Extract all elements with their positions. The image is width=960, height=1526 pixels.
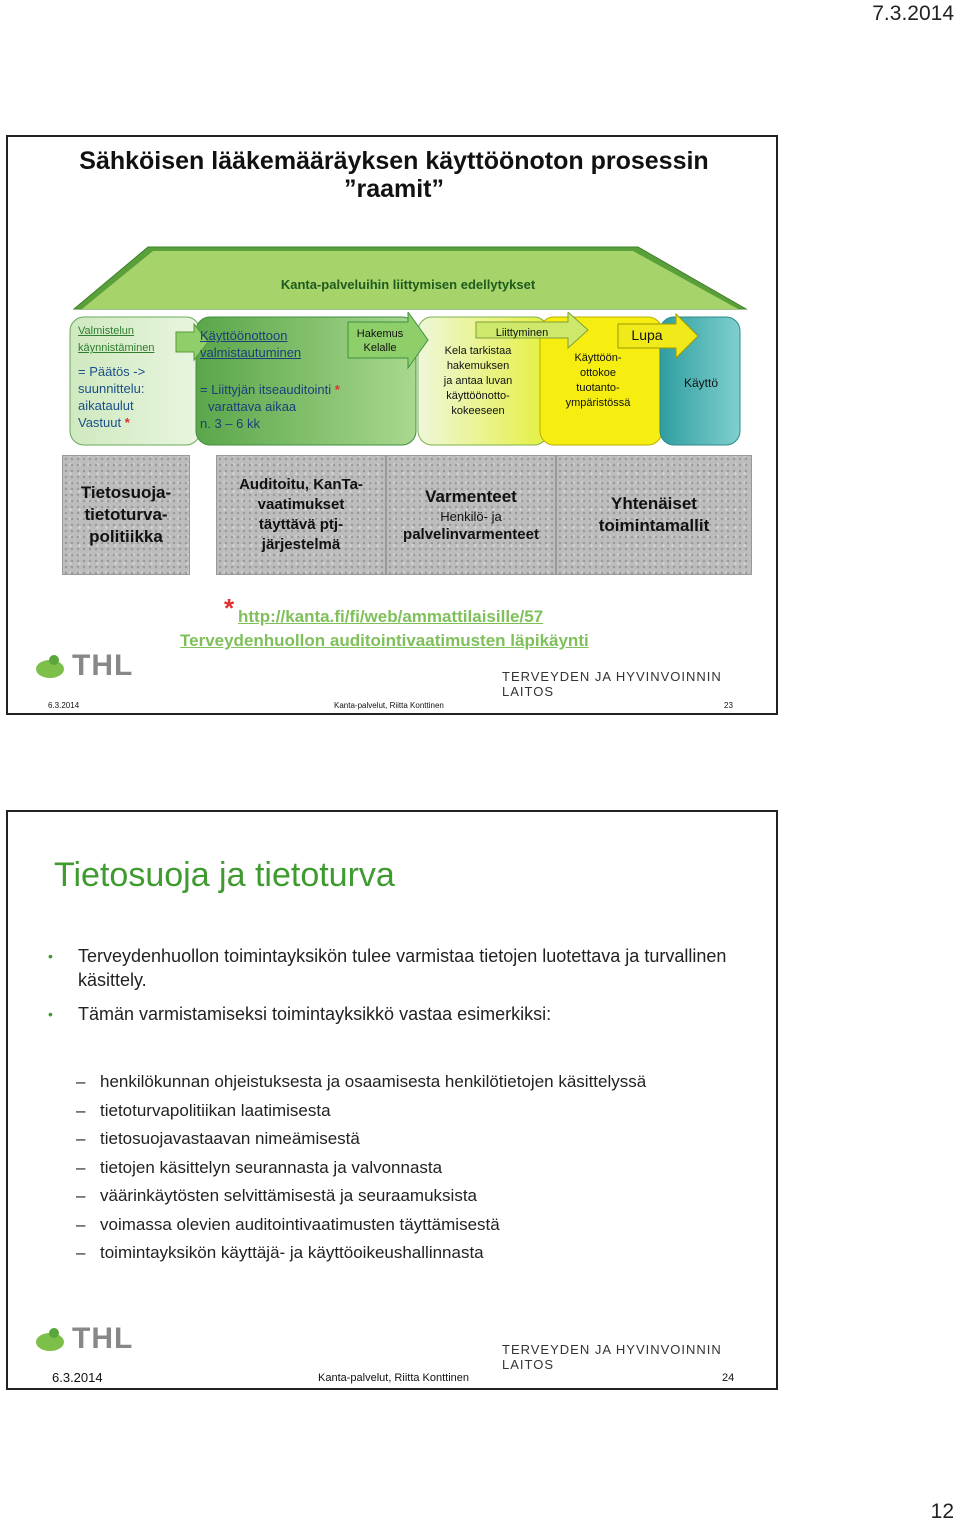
dash-item: – toimintayksikön käyttäjä- ja käyttöoikeushallinnasta bbox=[76, 1239, 756, 1268]
step-3-arrow-label bbox=[350, 327, 410, 355]
step-1-star: * bbox=[124, 415, 130, 430]
org-name: TERVEYDEN JA HYVINVOINNIN LAITOS bbox=[502, 669, 722, 699]
step-1 bbox=[78, 323, 193, 431]
dash-item: – tietojen käsittelyn seurannasta ja valvonnasta bbox=[76, 1154, 756, 1183]
org-name: TERVEYDEN JA HYVINVOINNIN LAITOS bbox=[502, 1342, 722, 1372]
step-4-line-4: ympäristössä bbox=[565, 397, 631, 409]
pillar-tietosuoja bbox=[62, 455, 190, 575]
arrow-label-kelalle: Kelalle bbox=[363, 342, 397, 354]
footer-slide-number: 24 bbox=[722, 1372, 735, 1384]
step-2-line-5: n. 3 – 6 kk bbox=[200, 416, 260, 431]
step-1-line-3: aikataulut bbox=[78, 398, 134, 413]
step-5-arrow-label: Lupa bbox=[631, 327, 663, 343]
step-4 bbox=[548, 351, 648, 411]
pillar-auditoitu bbox=[216, 455, 386, 575]
step-4-line-2: ottokoe bbox=[579, 367, 617, 379]
step-2-star: * bbox=[334, 382, 340, 397]
step-3-line-1: Kela tarkistaa bbox=[444, 345, 512, 357]
step-3-line-2: hakemuksen bbox=[446, 360, 510, 372]
bullet-item: • Tämän varmistamiseksi toimintayksikkö vastaa esimerkiksi: bbox=[48, 1002, 748, 1026]
dash-item: – voimassa olevien auditointivaatimusten täyttämisestä bbox=[76, 1211, 756, 1240]
step-2-line-1: Käyttöönottoon bbox=[200, 328, 288, 343]
footnote-link-audit[interactable]: Terveydenhuollon auditointivaatimusten läpikäynti bbox=[180, 631, 589, 650]
footer-slide-number: 23 bbox=[724, 701, 733, 710]
pillar-4-line-1: Yhtenäiset bbox=[611, 494, 697, 513]
pillar-3-line-1: Varmenteet bbox=[425, 487, 517, 506]
dash-item: – tietosuojavastaavan nimeämisestä bbox=[76, 1125, 756, 1154]
pillar-3-line-3: palvelinvarmenteet bbox=[403, 526, 539, 543]
step-2-line-4: varattava aikaa bbox=[208, 399, 297, 414]
step-5-label: Käyttö bbox=[683, 376, 719, 390]
dash-list bbox=[76, 1068, 756, 1268]
page-number: 12 bbox=[930, 1500, 954, 1523]
roof-shape bbox=[8, 197, 778, 317]
step-2-line-2: valmistautuminen bbox=[200, 345, 302, 360]
pillar-3-line-2: Henkilö- ja bbox=[440, 509, 502, 524]
step-1-line-2: suunnittelu: bbox=[78, 381, 145, 396]
arrow-label-hakemus: Hakemus bbox=[356, 328, 404, 340]
step-4-line-3: tuotanto- bbox=[576, 382, 620, 394]
footer-date: 6.3.2014 bbox=[48, 701, 80, 710]
pillar-4-line-2: toimintamallit bbox=[598, 516, 710, 535]
slide-title: Tietosuoja ja tietoturva bbox=[54, 856, 395, 894]
footer-author: Kanta-palvelut, Riitta Konttinen bbox=[318, 1372, 470, 1384]
pillar-1-line-3: politiikka bbox=[89, 527, 163, 546]
footnote-star: * bbox=[224, 593, 235, 623]
step-1-link[interactable]: Valmistelun käynnistäminen bbox=[78, 325, 155, 354]
thl-leaf-icon bbox=[34, 651, 68, 681]
step-2 bbox=[200, 327, 370, 432]
page-date: 7.3.2014 bbox=[872, 2, 954, 25]
bullet-list bbox=[48, 944, 748, 1036]
thl-logo bbox=[34, 649, 133, 683]
step-1-line-1: = Päätös -> bbox=[78, 364, 146, 379]
step-2-line-3: = Liittyjän itseauditointi bbox=[200, 382, 332, 397]
pillar-varmenteet bbox=[386, 455, 556, 575]
pillar-2-line-2: vaatimukset bbox=[257, 496, 345, 513]
dash-item: – väärinkäytösten selvittämisestä ja seuraamuksista bbox=[76, 1182, 756, 1211]
slide-24 bbox=[6, 810, 778, 1390]
title-line-1: Sähköisen lääkemääräyksen käyttöönoton prosessin bbox=[79, 147, 709, 175]
step-4-line-1: Käyttöön- bbox=[574, 352, 622, 364]
footer-author: Kanta-palvelut, Riitta Konttinen bbox=[334, 701, 444, 710]
pillar-2-line-4: järjestelmä bbox=[261, 536, 341, 553]
pillar-2-line-3: täyttävä ptj- bbox=[258, 516, 344, 533]
thl-logo-text: THL bbox=[72, 1322, 134, 1355]
dash-item: – henkilökunnan ohjeistuksesta ja osaamisesta henkilötietojen käsittelyssä bbox=[76, 1068, 756, 1097]
step-4-arrow-label: Liittyminen bbox=[495, 327, 549, 339]
pillar-1-line-1: Tietosuoja- bbox=[80, 483, 172, 502]
step-1-line-4: Vastuut bbox=[78, 415, 122, 430]
footnote-link-url[interactable]: http://kanta.fi/fi/web/ammattilaisille/57 bbox=[238, 607, 544, 626]
thl-logo bbox=[34, 1322, 133, 1356]
title-line-2: ”raamit” bbox=[343, 175, 445, 203]
footer-date: 6.3.2014 bbox=[52, 1370, 103, 1385]
dash-item: – tietoturvapolitiikan laatimisesta bbox=[76, 1097, 756, 1126]
step-3 bbox=[428, 344, 528, 419]
thl-logo-text: THL bbox=[72, 649, 134, 682]
pillar-1-line-2: tietoturva- bbox=[84, 505, 168, 524]
step-3-line-5: kokeeseen bbox=[451, 405, 505, 417]
roof-label: Kanta-palveluihin liittymisen edellytykset bbox=[280, 277, 536, 292]
bullet-item: • Terveydenhuollon toimintayksikön tulee varmistaa tietojen luotettava ja turvallinen käsittely. bbox=[48, 944, 748, 992]
pillar-toimintamallit bbox=[556, 455, 752, 575]
thl-leaf-icon bbox=[34, 1324, 68, 1354]
slide-23 bbox=[6, 135, 778, 715]
slide-title bbox=[8, 147, 778, 203]
pillar-2-line-1: Auditoitu, KanTa- bbox=[239, 476, 363, 493]
step-3-line-4: käyttöönotto- bbox=[446, 390, 510, 402]
step-3-line-3: ja antaa luvan bbox=[443, 375, 513, 387]
